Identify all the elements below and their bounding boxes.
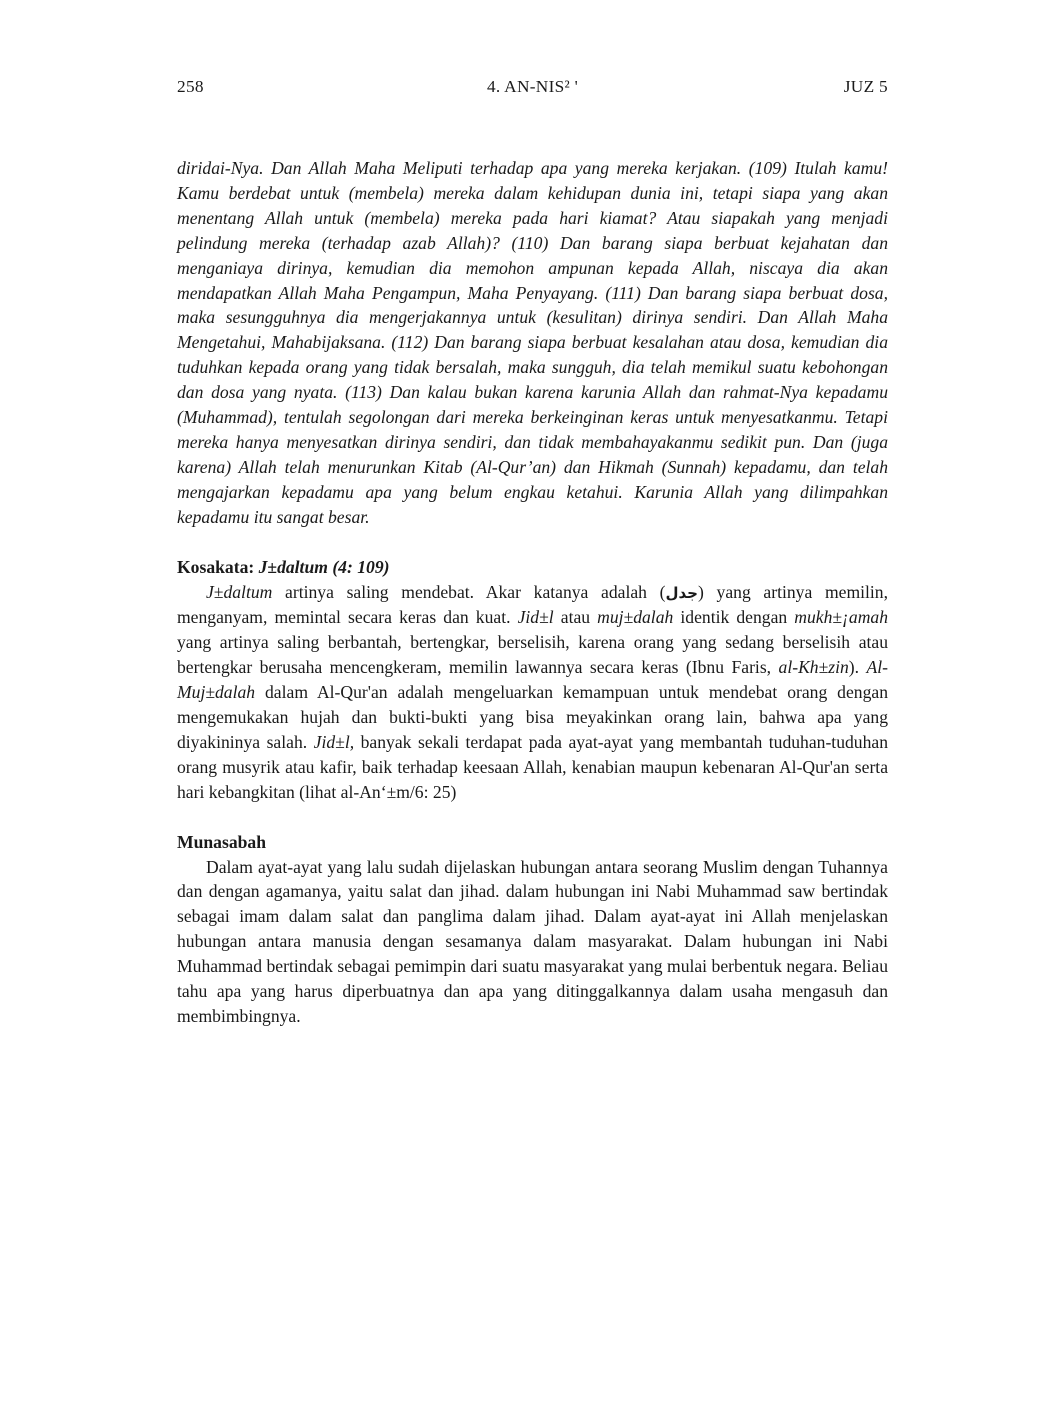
page-number: 258 [177, 77, 204, 96]
kosakata-heading-label: Kosakata: [177, 556, 259, 577]
kosakata-paragraph: J±daltum artinya saling mendebat. Akar katanya adalah (جدل) yang artinya memilin, menganyam, memintal secara keras dan kuat. Jid±l atau muj±dalah identik dengan mukh±¡amah yang artinya saling berbantah, bertengkar, berselisih, karena orang yang sedang berselisih atau bertengkar berusaha mencengkeram, memilin lawannya secara keras (Ibnu Faris, al-Kh±zin). Al-Muj±dalah dalam Al-Qur'an adalah mengeluarkan kemampuan untuk mendebat orang dengan mengemukakan hujah dan bukti-bukti yang bisa meyakinkan orang lain, bahwa apa yang diyakininya salah. Jid±l, banyak sekali terdapat pada ayat-ayat yang membantah tuduhan-tuduhan orang musyrik atau kafir, baik terhadap keesaan Allah, kenabian maupun kebenaran Al-Qur'an serta hari kebangkitan (lihat al-An‘±m/6: 25) [177, 581, 889, 802]
page-content [177, 76, 888, 1029]
chapter-title: 4. AN-NIS² ' [486, 77, 579, 96]
translation-paragraph: diridai-Nya. Dan Allah Maha Meliputi terhadap apa yang mereka kerjakan. (109) Itulah kamu! Kamu berdebat untuk (membela) mereka dalam kehidupan dunia ini, tetapi siapa yang akan menentang Allah untuk (membela) mereka pada hari kiamat? Atau siapakah yang menjadi pelindung mereka (terhadap azab Allah)? (110) Dan barang siapa berbuat kejahatan dan menganiaya dirinya, kemudian dia memohon ampunan kepada Allah, niscaya dia akan mendapatkan Allah Maha Pengampun, Maha Penyayang. (111) Dan barang siapa berbuat dosa, maka sesungguhnya dia mengerjakannya untuk (kesulitan) dirinya sendiri. Dan Allah Maha Mengetahui, Mahabijaksana. (112) Dan barang siapa berbuat kesalahan atau dosa, kemudian dia tuduhkan kepada orang yang tidak bersalah, maka sungguh, dia telah memikul suatu kebohongan dan dosa yang nyata. (113) Dan kalau bukan karena karunia Allah dan rahmat-Nya kepadamu (Muhammad), tentulah segolongan dari mereka berkeinginan keras untuk menyesatkanmu. Tetapi mereka hanya menyesatkan dirinya sendiri, dan tidak membahayakanmu sedikit pun. Dan (juga karena) Allah telah menurunkan Kitab (Al-Qur’an) dan Hikmah (Sunnah) kepadamu, dan telah mengajarkan kepadamu apa yang belum engkau ketahui. Karunia Allah yang dilimpahkan kepadamu itu sangat besar. [177, 158, 888, 527]
page-header [177, 76, 888, 98]
kosakata-heading [177, 555, 888, 580]
juz-label: JUZ 5 [843, 77, 888, 96]
munasabah-heading: Munasabah [177, 831, 266, 852]
kosakata-heading-term: J±daltum (4: 109) [258, 556, 390, 577]
munasabah-paragraph: Dalam ayat-ayat yang lalu sudah dijelaskan hubungan antara seorang Muslim dengan Tuhannya dan dengan agamanya, yaitu salat dan jihad. dalam hubungan ini Nabi Muhammad saw bertindak sebagai imam dalam salat dan panglima dalam jihad. Dalam ayat-ayat ini Allah menjelaskan hubungan antara manusia dengan sesamanya dalam masyarakat. Dalam hubungan ini Nabi Muhammad bertindak sebagai pemimpin dari suatu masyarakat yang mulai berbentuk negara. Beliau tahu apa yang harus diperbuatnya dan apa yang ditinggalkannya dalam usaha mengasuh dan membimbingnya. [177, 856, 888, 1026]
